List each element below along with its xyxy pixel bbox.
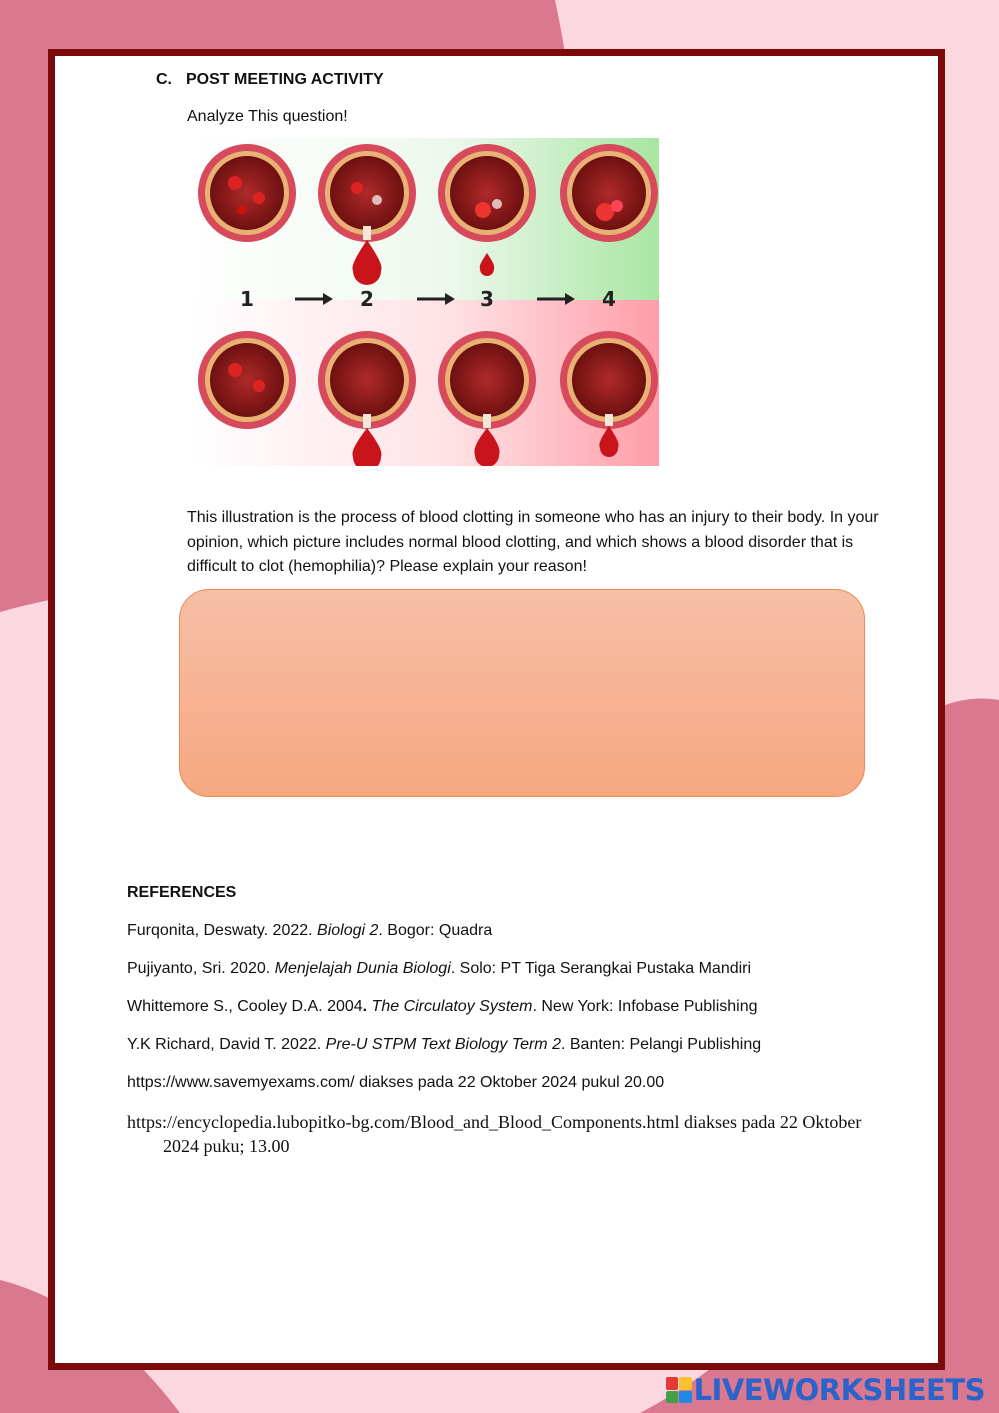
reference-item: Pujiyanto, Sri. 2020. Menjelajah Dunia Biologi. Solo: PT Tiga Serangkai Pustaka Mandiri [127,960,752,977]
reference-item: Furqonita, Deswaty. 2022. Biologi 2. Bogor: Quadra [127,922,493,939]
question-text: This illustration is the process of blood clotting in someone who has an injury to their body. In your opinion, which picture includes normal blood clotting, and which shows a blood disorder that is difficult to clot (hemophilia)? Please explain your reason! [187,509,879,575]
section-letter: C. [156,71,172,88]
prompt-text: Analyze This question! [187,108,348,125]
vessel-top-4 [560,144,658,242]
section-title: POST MEETING ACTIVITY [186,71,384,88]
reference-link: https://www.savemyexams.com/ diakses pada 22 Oktober 2024 pukul 20.00 [127,1074,665,1091]
step-label-3: 3 [480,287,494,311]
blood-clotting-illustration [187,138,659,466]
logo-badge-icon [666,1377,692,1403]
answer-input[interactable] [179,589,865,797]
reference-item: Y.K Richard, David T. 2022. Pre-U STPM Text Biology Term 2. Banten: Pelangi Publishing [127,1036,762,1053]
reference-item: Whittemore S., Cooley D.A. 2004. The Circulatoy System. New York: Infobase Publishing [127,998,758,1015]
reference-link: https://encyclopedia.lubopitko-bg.com/Blood_and_Blood_Components.html diakses pada 22 Oktober 2024 puku; 13.00 [127,1112,862,1156]
step-label-2: 2 [360,287,374,311]
logo-text: LIVEWORKSHEETS [693,1373,985,1407]
references-title: REFERENCES [127,884,237,901]
liveworksheets-logo [666,1373,985,1407]
vessel-top-1 [198,144,296,242]
step-label-4: 4 [602,287,616,311]
worksheet-page [48,49,945,1370]
step-label-1: 1 [240,287,254,311]
vessel-bottom-1 [198,331,296,429]
section-heading [156,71,384,89]
